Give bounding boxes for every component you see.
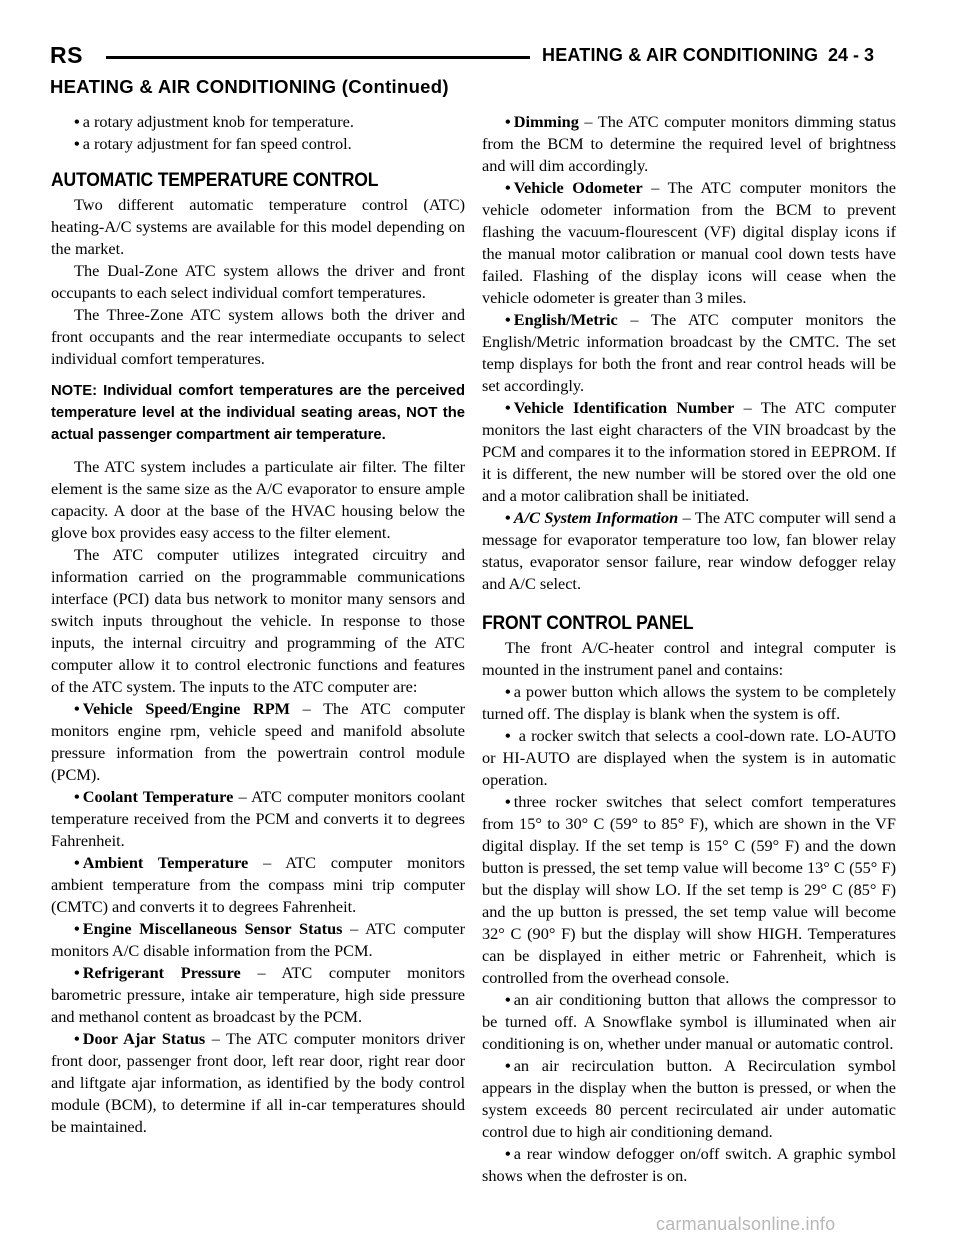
section-code: RS	[50, 42, 83, 68]
atc-heading: AUTOMATIC TEMPERATURE CONTROL	[51, 169, 379, 191]
list-item: • Coolant Temperature – ATC computer monitors coolant temperature received from the PCM and converts it to degrees Fahrenheit.	[51, 787, 465, 850]
paragraph: The front A/C-heater control and integral computer is mounted in the instrument panel and contains:	[482, 638, 896, 679]
list-item: • Door Ajar Status – The ATC computer monitors driver front door, passenger front door, left rear door, right rear door and liftgate ajar information, as identified by the body control module (BCM), to determine if all in-car temperatures should be maintained.	[51, 1029, 465, 1136]
list-item: • Ambient Temperature – ATC computer monitors ambient temperature from the compass mini trip computer (CMTC) and converts it to degrees Fahrenheit.	[51, 853, 465, 916]
list-item: • Vehicle Identification Number – The ATC computer monitors the last eight characters of the VIN broadcast by the PCM and compares it to the information stored in EEPROM. If it is different, the new number will be stored over the old one and a motor calibration shall be initiated.	[482, 398, 896, 505]
list-item: • Vehicle Speed/Engine RPM – The ATC computer monitors engine rpm, vehicle speed and manifold absolute pressure information from the powertrain control module (PCM).	[51, 699, 465, 784]
paragraph: The Three-Zone ATC system allows both the driver and front occupants and the rear intermediate occupants to select individual comfort temperatures.	[51, 305, 465, 368]
note-block: NOTE: Individual comfort temperatures are the perceived temperature level at the individual seating areas, NOT the actual passenger compartment air temperature.	[51, 383, 465, 443]
list-item: • a rocker switch that selects a cool-down rate. LO-AUTO or HI-AUTO are displayed when the system is in automatic operation.	[482, 726, 896, 789]
paragraph: The ATC system includes a particulate air filter. The filter element is the same size as the A/C evaporator to ensure ample capacity. A door at the base of the HVAC housing below the glove box provides easy access to the filter element.	[51, 457, 465, 542]
paragraph: The Dual-Zone ATC system allows the driver and front occupants to each select individual comfort temperatures.	[51, 261, 465, 302]
list-item: • an air conditioning button that allows the compressor to be turned off. A Snowflake symbol is illuminated when air conditioning is on, whether under manual or automatic control.	[482, 990, 896, 1053]
continued-title: HEATING & AIR CONDITIONING (Continued)	[50, 76, 449, 97]
list-item: • Dimming – The ATC computer monitors dimming status from the BCM to determine the required level of brightness and will dim accordingly.	[482, 112, 896, 175]
list-item: • Vehicle Odometer – The ATC computer monitors the vehicle odometer information from the BCM to prevent flashing the vacuum-flourescent (VF) digital display icons if the manual motor calibration or manual cool down tests have failed. Flashing of the display icons will cease when the vehicle odometer is greater than 3 miles.	[482, 178, 896, 307]
list-item: • a rotary adjustment for fan speed control.	[74, 134, 352, 153]
list-item: • a power button which allows the system to be completely turned off. The display is blank when the system is off.	[482, 682, 896, 723]
page-number: 24 - 3	[828, 45, 875, 65]
list-item: • A/C System Information – The ATC computer will send a message for evaporator temperature too low, fan blower relay status, evaporator sensor failure, rear window defogger relay and A/C select.	[482, 508, 896, 593]
right-column	[482, 111, 896, 1187]
header-rule	[106, 56, 530, 59]
list-item: • Engine Miscellaneous Sensor Status – ATC computer monitors A/C disable information from the PCM.	[51, 919, 465, 960]
left-column	[51, 111, 465, 1138]
page-header	[0, 0, 960, 80]
list-item: • three rocker switches that select comfort temperatures from 15° to 30° C (59° to 85° F), which are shown in the VF digital display. If the set temp is 15° C (59° F) and the down button is pressed, the set temp value will become 13° C (55° F) but the display will show LO. If the set temp is 29° C (85° F) and the up button is pressed, the set temp value will become 32° C (90° F) but the display will show HIGH. Temperatures can be displayed in either metric or Fahrenheit, which is controlled from the overhead console.	[482, 792, 896, 987]
watermark: carmanualsonline.info	[656, 1214, 836, 1234]
list-item: • English/Metric – The ATC computer monitors the English/Metric information broadcast by the CMTC. The set temp displays for both the front and rear control heads will be set accordingly.	[482, 310, 896, 395]
paragraph: The ATC computer utilizes integrated circuitry and information carried on the programmable communications interface (PCI) data bus network to monitor many sensors and switch inputs throughout the vehicle. In response to those inputs, the internal circuitry and programming of the ATC computer allow it to control electronic functions and features of the ATC system. The inputs to the ATC computer are:	[51, 545, 465, 696]
list-item: • an air recirculation button. A Recirculation symbol appears in the display when the button is pressed, or when the system exceeds 80 percent recirculated air under automatic control due to high air conditioning demand.	[482, 1056, 896, 1141]
list-item: • Refrigerant Pressure – ATC computer monitors barometric pressure, intake air temperature, high side pressure and methanol content as broadcast by the PCM.	[51, 963, 465, 1026]
paragraph: Two different automatic temperature control (ATC) heating-A/C systems are available for this model depending on the market.	[51, 195, 465, 258]
fcp-heading: FRONT CONTROL PANEL	[482, 612, 694, 634]
list-item: • a rotary adjustment knob for temperature.	[74, 112, 354, 131]
chapter-title: HEATING & AIR CONDITIONING	[542, 45, 819, 65]
list-item: • a rear window defogger on/off switch. A graphic symbol shows when the defroster is on.	[482, 1144, 896, 1185]
